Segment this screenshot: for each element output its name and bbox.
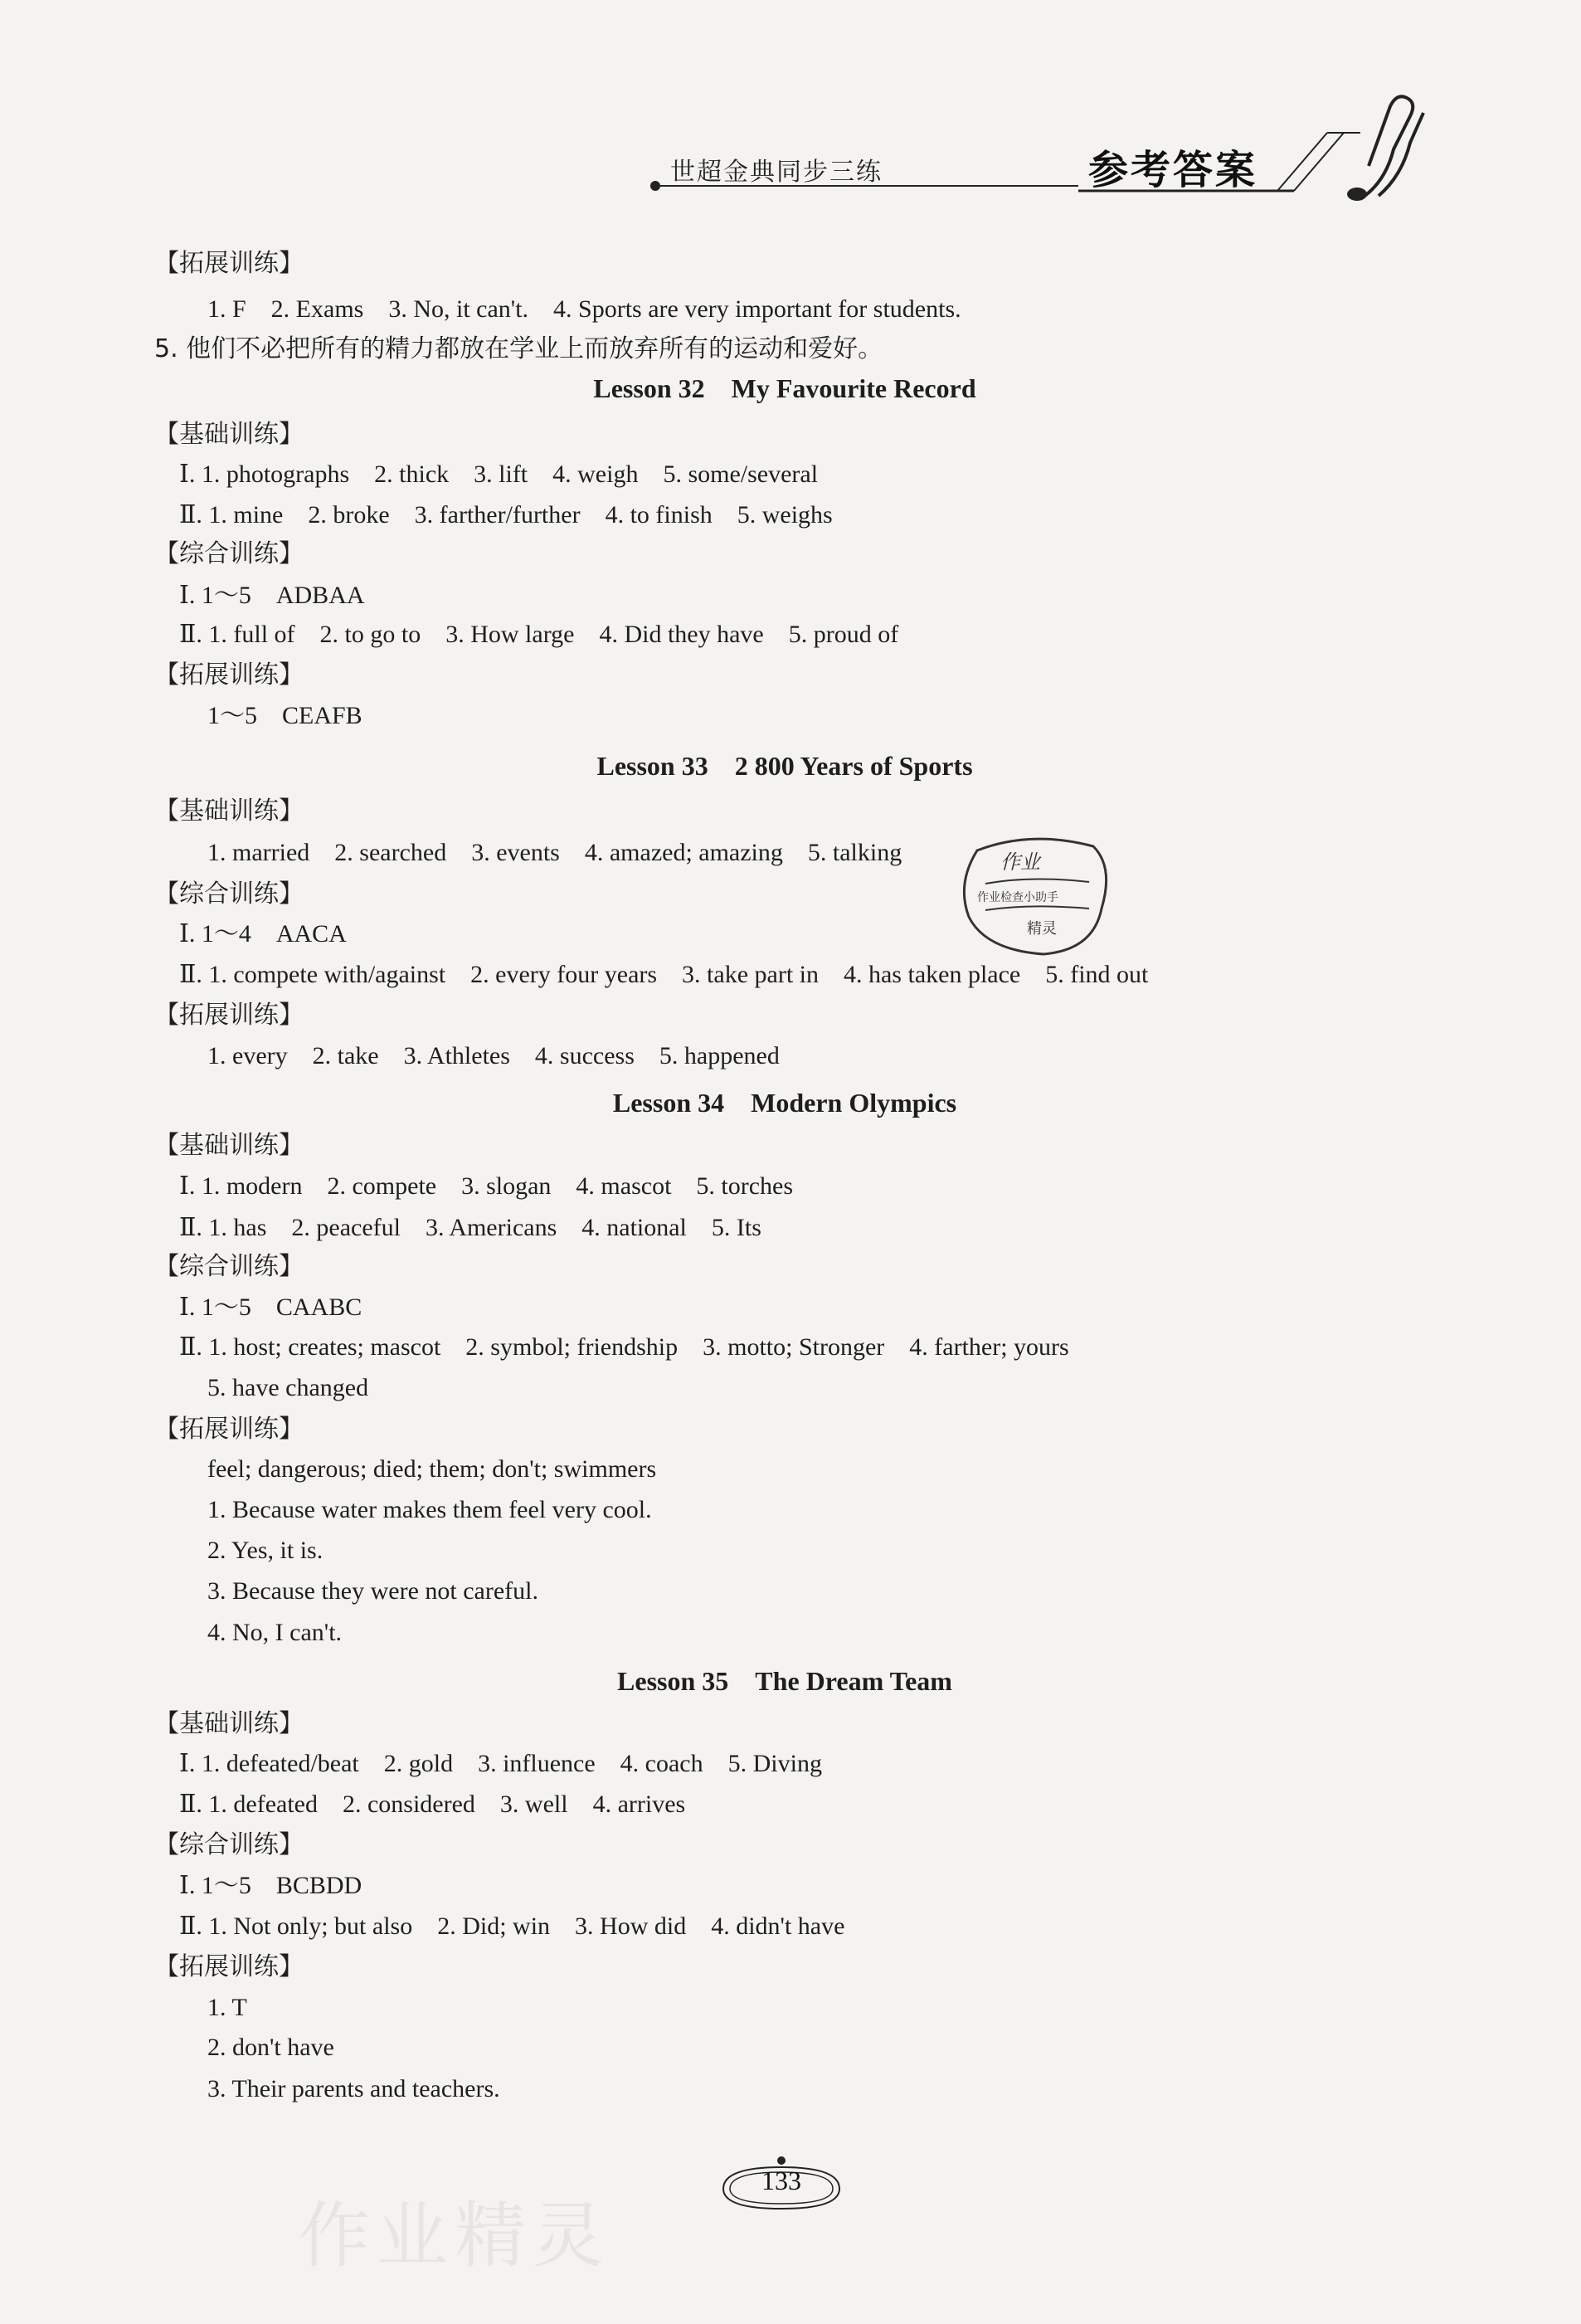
answer-line: 3. Their parents and teachers. — [207, 2075, 500, 2102]
page-number-badge — [715, 2156, 848, 2214]
answer-line: Ⅱ. 1. Not only; but also 2. Did; win 3. How did 4. didn't have — [179, 1912, 845, 1940]
page-header — [0, 0, 1581, 216]
section-heading: 【综合训练】 — [154, 879, 304, 909]
page-number: 133 — [761, 2166, 801, 2195]
section-heading: 【拓展训练】 — [154, 1001, 304, 1030]
lesson-heading: Lesson 34 Modern Olympics — [612, 1088, 957, 1118]
stamp-text-middle: 作业检查小助手 — [977, 891, 1058, 904]
answer-line: 3. Because they were not careful. — [207, 1577, 538, 1605]
answer-line: Ⅱ. 1. host; creates; mascot 2. symbol; friendship 3. motto; Stronger 4. farther; yours — [179, 1333, 1069, 1361]
answer-line: Ⅰ. 1～4 AACA — [179, 920, 347, 948]
answer-line: 2. Yes, it is. — [207, 1537, 323, 1564]
answer-line: feel; dangerous; died; them; don't; swimmers — [207, 1455, 657, 1483]
answer-line: 1～5 CEAFB — [207, 702, 362, 729]
section-heading: 【拓展训练】 — [154, 1415, 304, 1444]
homework-stamp — [952, 834, 1110, 958]
answer-line: 1. every 2. take 3. Athletes 4. success 5. happened — [207, 1042, 780, 1069]
answer-line: Ⅱ. 1. defeated 2. considered 3. well 4. arrives — [179, 1791, 686, 1818]
lesson-heading: Lesson 35 The Dream Team — [617, 1666, 952, 1696]
answer-line: Ⅱ. 1. mine 2. broke 3. farther/further 4. to finish 5. weighs — [179, 501, 833, 529]
section-heading: 【基础训练】 — [154, 420, 304, 449]
answer-line: Ⅰ. 1～5 BCBDD — [179, 1872, 362, 1899]
answer-line: 4. No, I can't. — [207, 1619, 343, 1646]
section-heading: 【基础训练】 — [154, 1709, 304, 1738]
section-heading: 【综合训练】 — [154, 1252, 304, 1281]
section-heading: 【拓展训练】 — [154, 660, 304, 689]
answer-line: 5. 他们不必把所有的精力都放在学业上而放弃所有的运动和爱好。 — [154, 334, 883, 363]
answer-line: Ⅰ. 1. modern 2. compete 3. slogan 4. mascot 5. torches — [179, 1172, 794, 1200]
watermark: 作业精灵 — [299, 2195, 611, 2278]
section-heading: 【基础训练】 — [154, 1131, 304, 1160]
answer-line: 1. F 2. Exams 3. No, it can't. 4. Sports are very important for students. — [207, 295, 961, 323]
section-heading: 【综合训练】 — [154, 1830, 304, 1859]
answer-line: Ⅰ. 1～5 CAABC — [179, 1294, 362, 1321]
section-heading: 【拓展训练】 — [154, 249, 304, 278]
stamp-text-top: 作业 — [1000, 850, 1040, 874]
section-heading: 【拓展训练】 — [154, 1952, 304, 1981]
stamp-text-bottom: 精灵 — [1027, 920, 1057, 938]
answer-line: Ⅰ. 1. photographs 2. thick 3. lift 4. weigh 5. some/several — [179, 460, 819, 488]
answer-line: 2. don't have — [207, 2034, 334, 2061]
series-name: 世超金典同步三练 — [670, 158, 883, 187]
answer-line: Ⅱ. 1. has 2. peaceful 3. Americans 4. national 5. Its — [179, 1214, 761, 1241]
lesson-heading: Lesson 32 My Favourite Record — [593, 373, 976, 403]
answer-line: Ⅱ. 1. full of 2. to go to 3. How large 4. Did they have 5. proud of — [179, 621, 899, 648]
answer-line: 1. T — [207, 1994, 247, 2021]
lesson-heading: Lesson 33 2 800 Years of Sports — [596, 751, 973, 781]
answer-line: 1. married 2. searched 3. events 4. amazed; amazing 5. talking — [207, 839, 902, 866]
answer-line: Ⅰ. 1. defeated/beat 2. gold 3. influence 4. coach 5. Diving — [179, 1750, 822, 1777]
answer-line: Ⅰ. 1～5 ADBAA — [179, 582, 365, 609]
page-title: 参考答案 — [1088, 147, 1258, 193]
answer-line: 1. Because water makes them feel very cool. — [207, 1496, 652, 1523]
answer-line: Ⅱ. 1. compete with/against 2. every four years 3. take part in 4. has taken place 5. find out — [179, 961, 1149, 988]
section-heading: 【基础训练】 — [154, 797, 304, 826]
section-heading: 【综合训练】 — [154, 539, 304, 568]
answer-line: 5. have changed — [207, 1374, 369, 1401]
